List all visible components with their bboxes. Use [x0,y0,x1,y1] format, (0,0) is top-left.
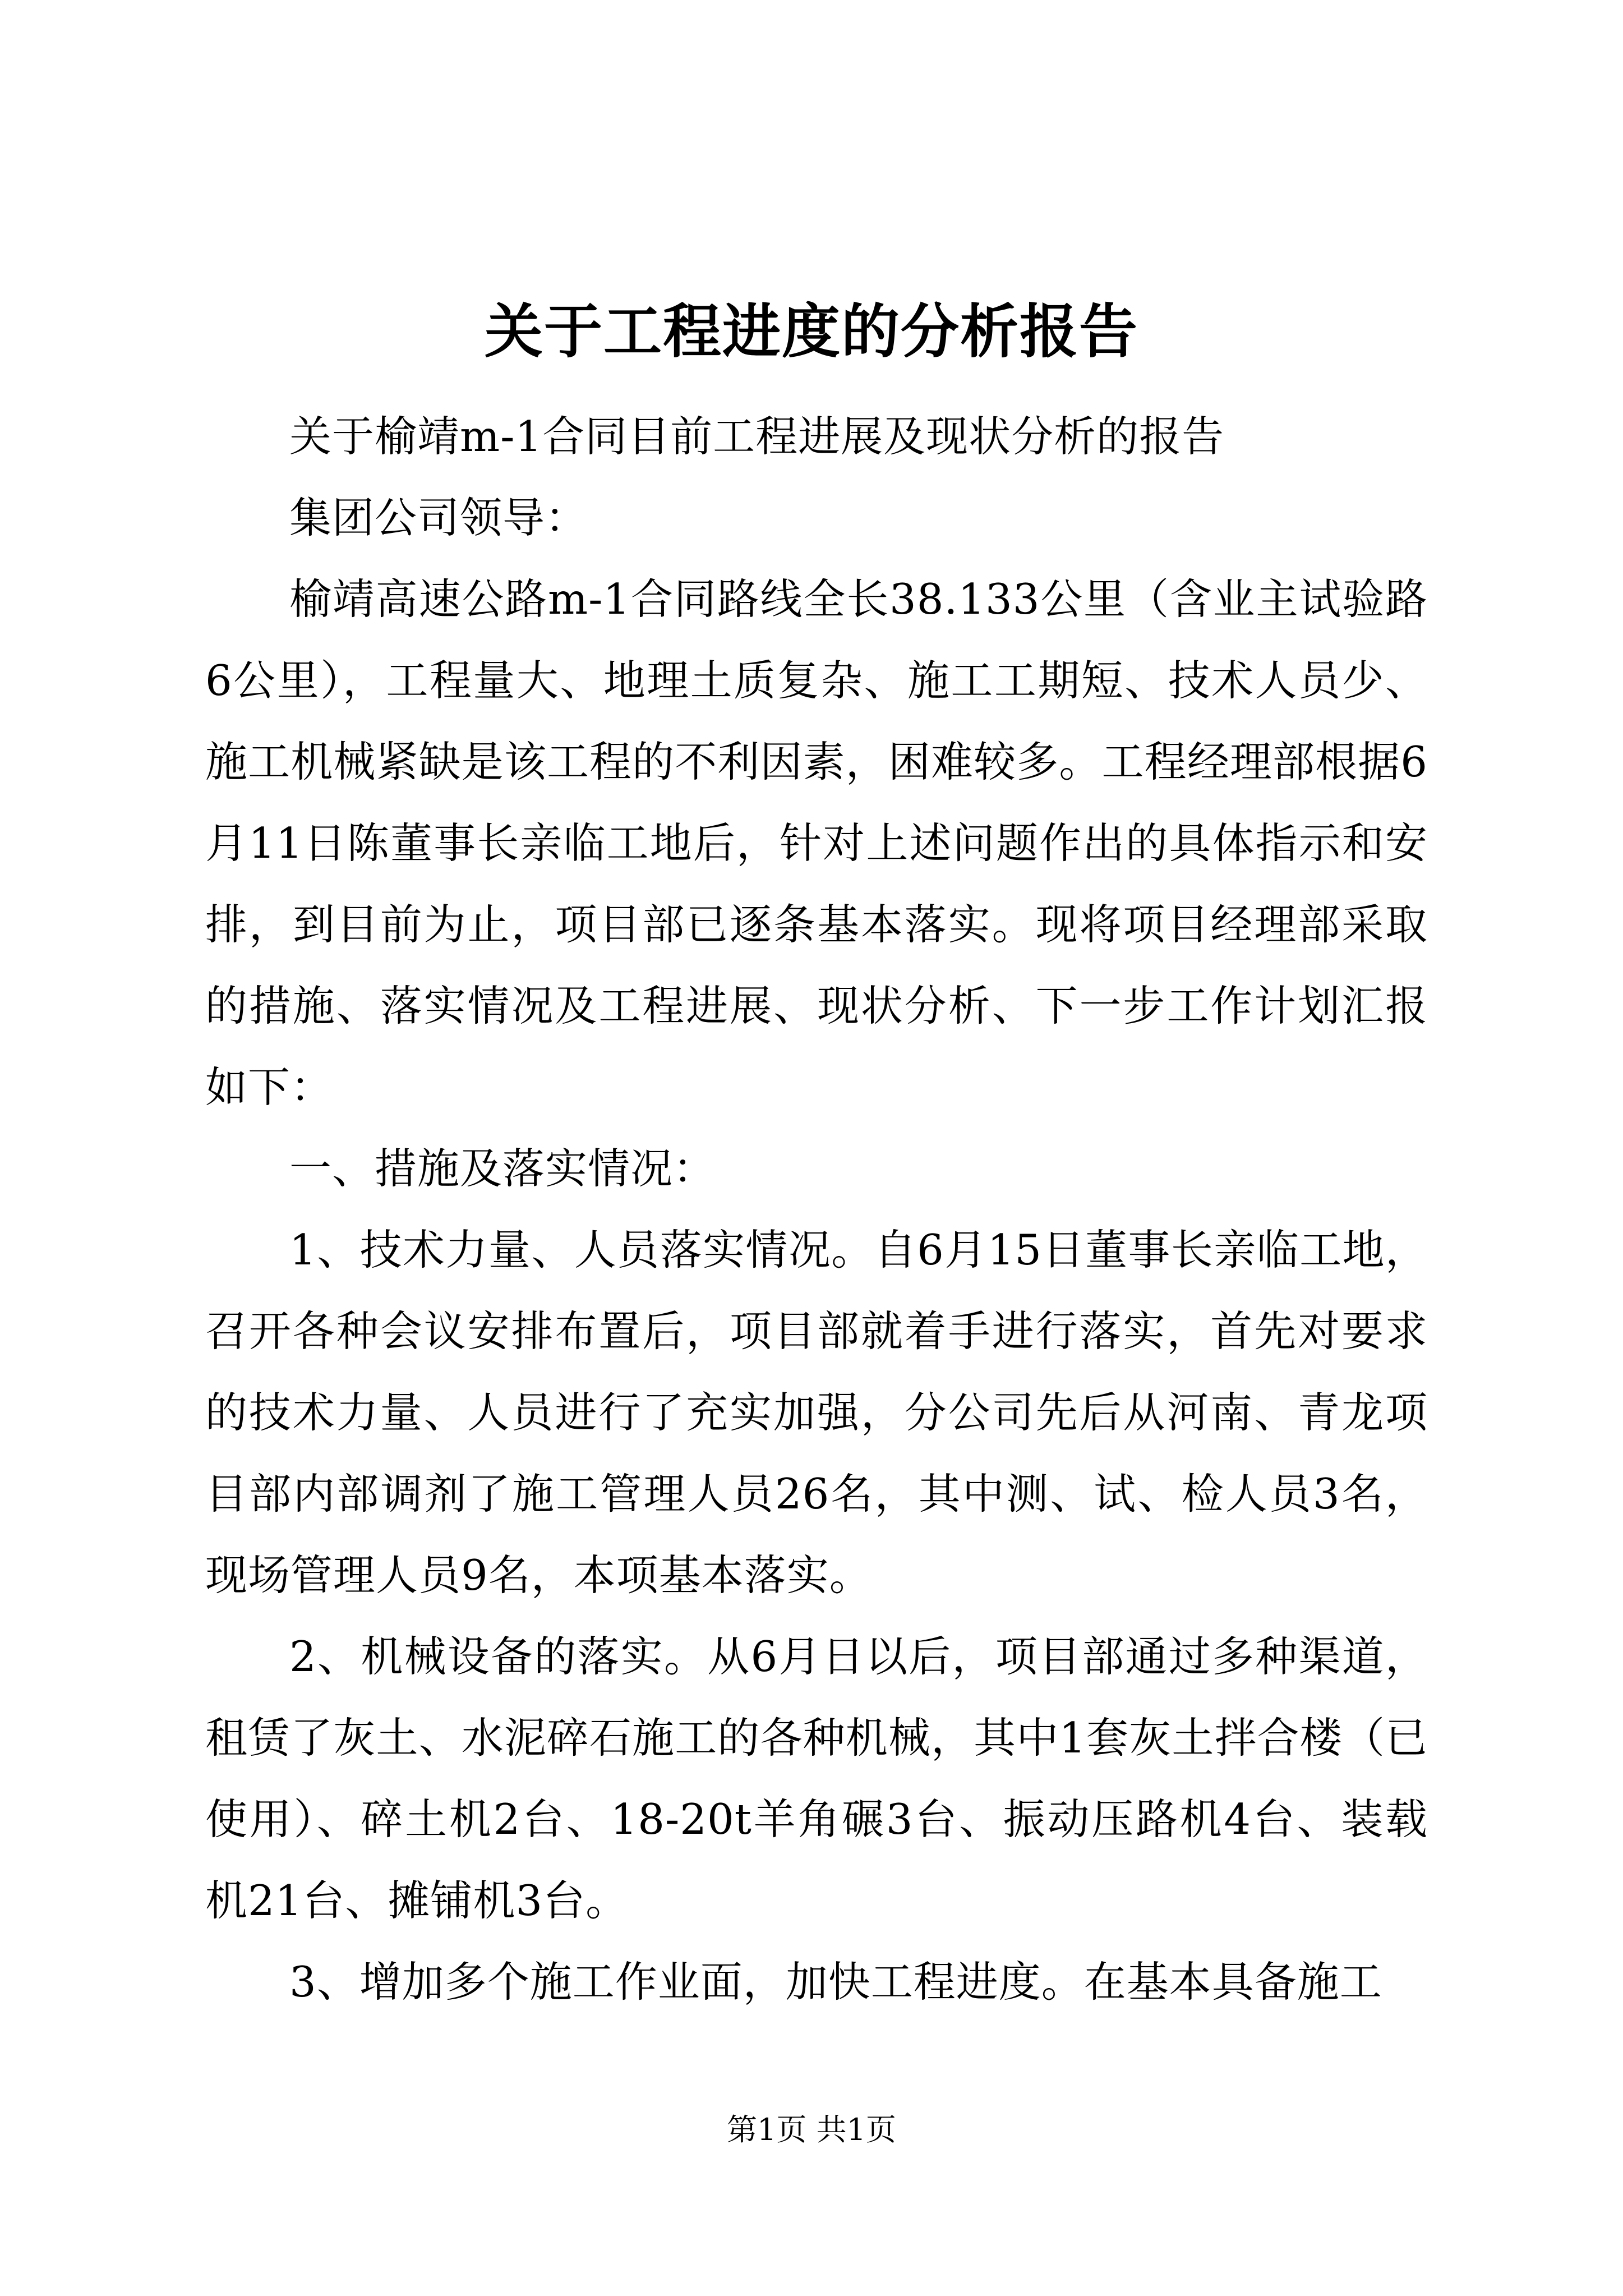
page-footer: 第1页 共1页 [727,2112,896,2147]
item-2-paragraph: 2、机械设备的落实。从6月日以后，项目部通过多种渠道，租赁了灰土、水泥碎石施工的各种机械，其中1套灰土拌合楼（已使用）、碎土机2台、18-20t羊角碾3台、振动压路机4台、装载机21台、摊铺机3台。 [205,1632,1428,1925]
document-title: 关于工程进度的分析报告 [484,297,1138,366]
salutation-paragraph: 集团公司领导： [289,493,588,542]
item-3-paragraph: 3、增加多个施工作业面，加快工程进度。在基本具备施工 [289,1957,1382,2007]
item-1-paragraph: 1、技术力量、人员落实情况。自6月15日董事长亲临工地，召开各种会议安排布置后，项目部就着手进行落实，首先对要求的技术力量、人员进行了充实加强，分公司先后从河南、青龙项目部内部调剂了施工管理人员26名，其中测、试、检人员3名，现场管理人员9名，本项基本落实。 [205,1225,1428,1600]
section-heading-measures: 一、措施及落实情况： [289,1144,716,1193]
document-body [205,396,1428,2023]
intro-paragraph: 榆靖高速公路m-1合同路线全长38.133公里（含业主试验路6公里），工程量大、地理土质复杂、施工工期短、技术人员少、施工机械紧缺是该工程的不利因素，困难较多。工程经理部根据6月11日陈董事长亲临工地后，针对上述问题作出的具体指示和安排，到目前为止，项目部已逐条基本落实。现将项目经理部采取的措施、落实情况及工程进展、现状分析、下一步工作计划汇报如下： [205,574,1428,1112]
report-subtitle-paragraph: 关于榆靖m-1合同目前工程进展及现状分析的报告 [289,412,1225,461]
